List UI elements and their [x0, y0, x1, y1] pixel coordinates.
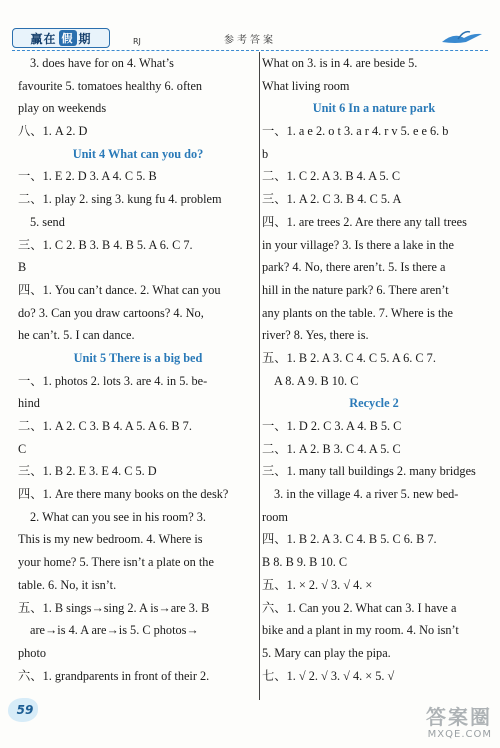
answer-line: table. 6. No, it isn’t. — [18, 577, 117, 592]
page-header — [0, 0, 500, 46]
page-number: 59 — [10, 700, 40, 720]
answer-line: b — [262, 146, 269, 161]
answer-line: 三、1. C 2. B 3. B 4. B 5. A 6. C 7. — [18, 237, 193, 252]
answer-line: 3. does have for on 4. What’s — [30, 56, 174, 70]
answer-line: any plants on the table. 7. Where is the — [262, 305, 454, 320]
answer-line: 一、1. E 2. D 3. A 4. C 5. B — [18, 169, 157, 184]
unit-heading: Unit 6 In a nature park — [312, 101, 436, 116]
answer-line: 二、1. A 2. C 3. B 4. A 5. A 6. B 7. — [18, 419, 192, 433]
answer-line: 二、1. play 2. sing 3. kung fu 4. problem — [18, 192, 222, 207]
answer-line: photo — [18, 645, 47, 660]
answer-line: in your village? 3. Is there a lake in the — [262, 237, 454, 252]
answer-line: river? 8. Yes, there is. — [262, 328, 369, 343]
unit-heading: Recycle 2 — [349, 396, 399, 411]
answer-line: 四、1. Are there many books on the desk? — [18, 487, 229, 502]
answer-line: do? 3. Can you draw cartoons? 4. No, — [18, 305, 204, 320]
answer-line: play on weekends — [18, 101, 107, 116]
answer-line: 5. send — [30, 214, 65, 229]
column-divider — [259, 52, 260, 700]
answer-line: 四、1. You can’t dance. 2. What can you — [18, 282, 221, 297]
answer-line: hind — [18, 396, 40, 411]
answer-line: 六、1. grandparents in front of their 2. — [18, 668, 210, 683]
answer-line: 四、1. are trees 2. Are there any tall trees — [262, 214, 467, 229]
answer-line: What on 3. is in 4. are beside 5. — [262, 56, 418, 70]
answer-line: 三、1. A 2. C 3. B 4. C 5. A — [262, 192, 402, 207]
answer-line: 八、1. A 2. D — [18, 124, 88, 139]
answer-line: park? 4. No, there aren’t. 5. Is there a — [262, 260, 446, 275]
answer-line: hill in the nature park? 6. There aren’t — [262, 282, 449, 297]
edition-label: RJ — [133, 37, 141, 46]
logo-text-mid: 假 — [59, 30, 77, 46]
answer-line: room — [262, 509, 288, 524]
answer-line: 5. Mary can play the pipa. — [262, 645, 391, 660]
page-title: 参考答案 — [224, 35, 276, 46]
answer-line: B — [18, 260, 27, 275]
answer-line: are→is 4. A are→is 5. C photos→ — [30, 623, 199, 638]
answer-line: 五、1. B 2. A 3. C 4. C 5. A 6. C 7. — [262, 350, 436, 365]
logo-text-left: 赢在 — [30, 31, 57, 46]
answer-line: 一、1. photos 2. lots 3. are 4. in 5. be- — [18, 373, 208, 388]
answer-line: 四、1. B 2. A 3. C 4. B 5. C 6. B 7. — [262, 532, 437, 547]
watermark-logo — [400, 706, 492, 746]
answer-line: 五、1. B sings→sing 2. A is→are 3. B — [18, 600, 210, 615]
answer-line: This is my new bedroom. 4. Where is — [18, 532, 203, 547]
answer-line: 二、1. A 2. B 3. C 4. A 5. C — [262, 441, 401, 456]
answer-line: favourite 5. tomatoes healthy 6. often — [18, 78, 203, 93]
answer-line: he can’t. 5. I can dance. — [18, 328, 135, 343]
answer-column-right — [262, 52, 486, 687]
unit-heading: Unit 5 There is a big bed — [73, 350, 203, 365]
watermark-text: 答案圈 — [426, 705, 492, 729]
answer-line: What living room — [262, 78, 350, 93]
answer-line: 二、1. C 2. A 3. B 4. A 5. C — [262, 169, 401, 184]
answer-line: 一、1. D 2. C 3. A 4. B 5. C — [262, 419, 402, 433]
answer-line: 一、1. a e 2. o t 3. a r 4. r v 5. e e 6. b — [262, 124, 449, 139]
logo-text-right: 期 — [78, 31, 92, 46]
unit-heading: Unit 4 What can you do? — [72, 146, 204, 161]
answer-line: your home? 5. There isn’t a plate on the — [18, 555, 214, 570]
answer-column-left — [18, 52, 258, 687]
answer-line: 三、1. B 2. E 3. E 4. C 5. D — [18, 464, 157, 479]
answer-line: bike and a plant in my room. 4. No isn’t — [262, 623, 459, 638]
bird-icon — [440, 30, 484, 46]
answer-line: 五、1. × 2. √ 3. √ 4. × — [262, 577, 373, 592]
answer-line: 七、1. √ 2. √ 3. √ 4. × 5. √ — [262, 668, 395, 683]
answer-line: A 8. A 9. B 10. C — [274, 373, 359, 388]
answer-line: 3. in the village 4. a river 5. new bed- — [274, 487, 459, 502]
answer-line: 六、1. Can you 2. What can 3. I have a — [262, 600, 457, 615]
header-rule — [12, 50, 488, 51]
answer-line: 2. What can you see in his room? 3. — [30, 509, 206, 524]
watermark-url: MXQE.COM — [427, 729, 492, 740]
answer-line: 三、1. many tall buildings 2. many bridges — [262, 464, 476, 479]
answer-line: B 8. B 9. B 10. C — [262, 555, 348, 570]
answer-line: C — [18, 441, 27, 456]
